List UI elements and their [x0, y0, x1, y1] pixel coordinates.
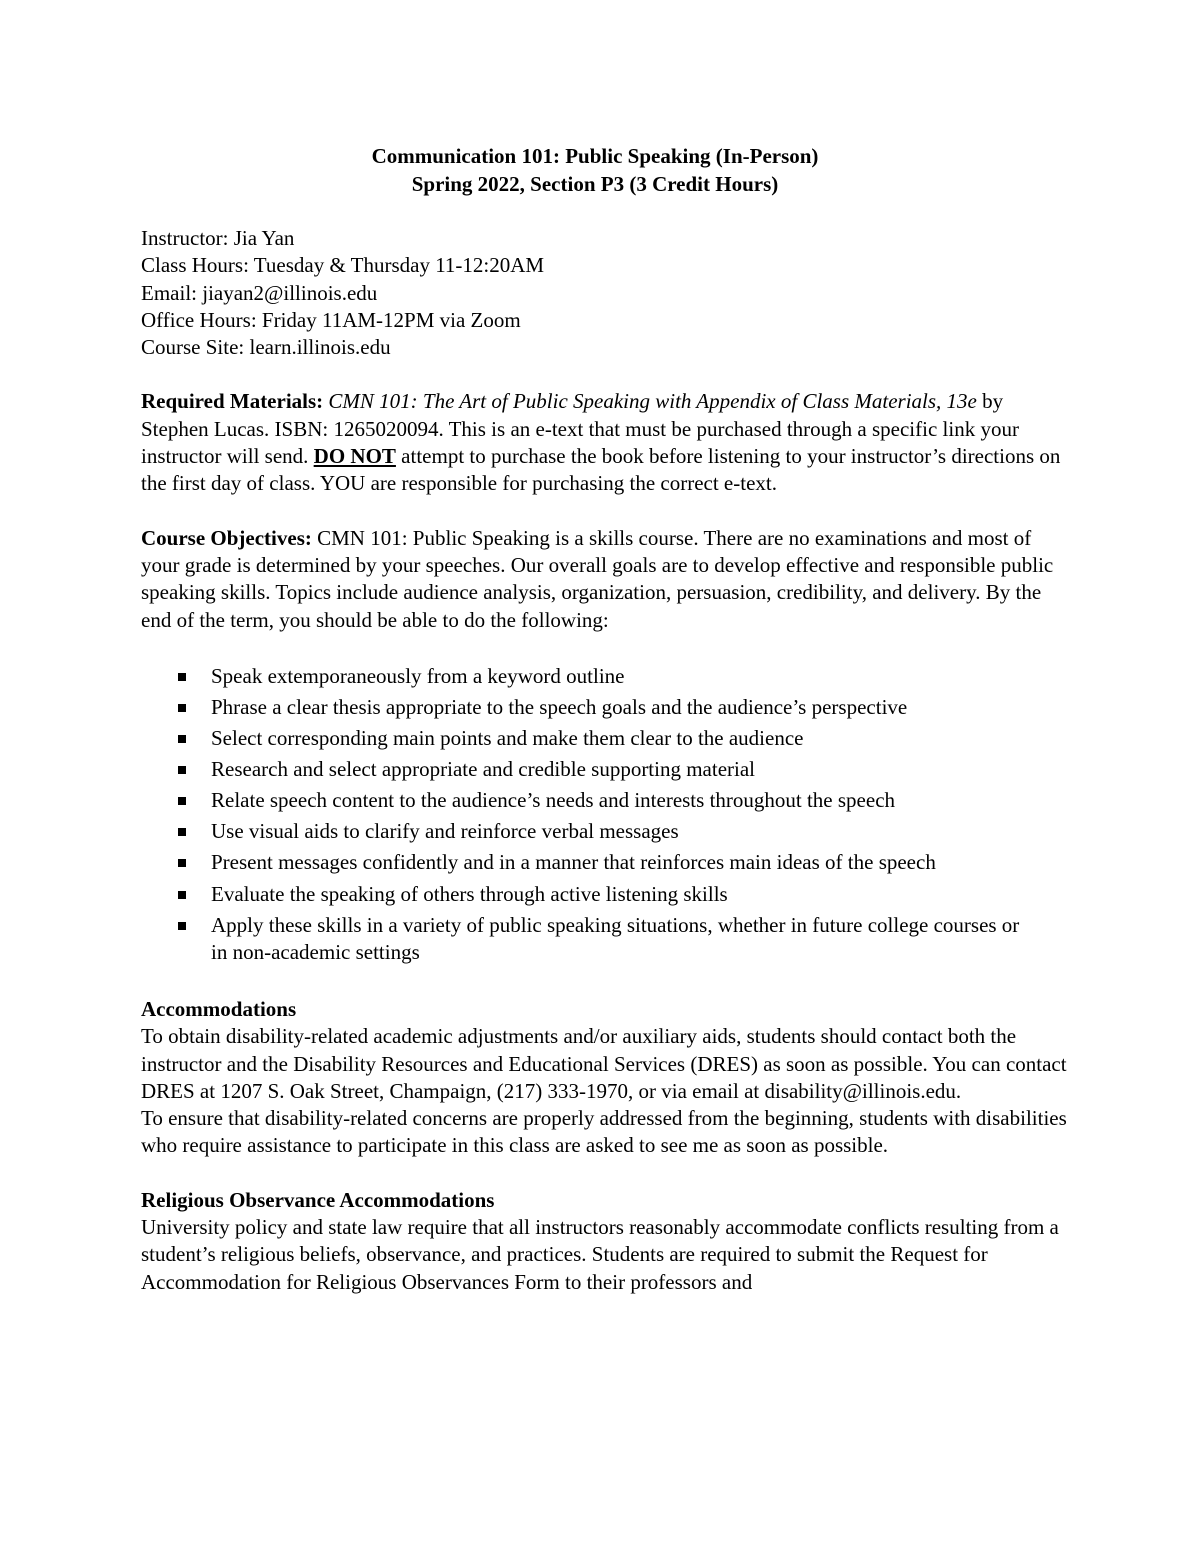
class-hours-line: Class Hours: Tuesday & Thursday 11-12:20AM: [141, 253, 545, 278]
instructor-line: Instructor: Jia Yan: [141, 226, 295, 250]
document-content: [141, 142, 1071, 1296]
list-item: [141, 818, 1071, 845]
course-term: Spring 2022, Section P3 (3 Credit Hours): [411, 172, 779, 196]
email-line: Email: jiayan2@illinois.edu: [141, 280, 378, 305]
list-item-text: Apply these skills in a variety of public speaking situations, whether in future college courses or in non-academic settings: [211, 912, 1020, 964]
required-materials-paragraph: [141, 388, 1071, 497]
spacer: [141, 634, 1071, 663]
list-item: [141, 725, 1071, 752]
list-item-text: Phrase a clear thesis appropriate to the speech goals and the audience’s perspective: [211, 694, 908, 719]
square-bullet-icon: [178, 673, 186, 681]
list-item-text: Select corresponding main points and make them clear to the audience: [211, 726, 804, 751]
spacer: [141, 498, 1071, 525]
religious-paragraph-1: University policy and state law require that all instructors reasonably accommodate conflicts resulting from a student’s religious beliefs, observance, and practices. Students are required to submit the Request for Accommodation for Religious Observances Form to their professors and: [141, 1215, 1059, 1294]
list-item-text: Relate speech content to the audience’s needs and interests throughout the speech: [211, 788, 896, 813]
book-title: CMN 101: The Art of Public Speaking with Appendix of Class Materials, 13e: [328, 389, 977, 414]
accommodations-paragraph-2: To ensure that disability-related concerns are properly addressed from the beginning, students with disabilities who require assistance to participate in this class are asked to see me as soon as possible.: [141, 1106, 1067, 1158]
square-bullet-icon: [178, 735, 186, 743]
course-objectives-paragraph: [141, 525, 1071, 634]
square-bullet-icon: [178, 797, 186, 805]
course-title: Communication 101: Public Speaking (In-Person): [371, 144, 819, 168]
course-site-line: Course Site: learn.illinois.edu: [141, 335, 391, 360]
spacer: [141, 198, 1071, 225]
accommodations-heading: Accommodations: [141, 997, 297, 1021]
square-bullet-icon: [178, 704, 186, 712]
course-info: [141, 225, 1071, 361]
list-item-text: Use visual aids to clarify and reinforce verbal messages: [211, 819, 679, 844]
materials-text-2: attempt to purchase the book before listening to your instructor’s directions on the first day of class. YOU are responsible for purchasing the correct e-text.: [141, 444, 1061, 496]
accommodations-paragraph-1: To obtain disability-related academic adjustments and/or auxiliary aids, students should contact both the instructor and the Disability Resources and Educational Services (DRES) as soon as possible. You can contact DRES at 1207 S. Oak Street, Champaign, (217) 333-1970, or via email at disability@illinois.edu.: [141, 1024, 1067, 1103]
square-bullet-icon: [178, 766, 186, 774]
spacer: [141, 970, 1071, 996]
list-item: [141, 663, 1071, 690]
list-item: [141, 912, 1071, 967]
course-objectives-label: Course Objectives:: [141, 525, 312, 550]
square-bullet-icon: [178, 891, 186, 899]
religious-heading: Religious Observance Accommodations: [141, 1187, 495, 1212]
square-bullet-icon: [178, 859, 186, 867]
list-item: [141, 849, 1071, 876]
objectives-list: [141, 663, 1071, 966]
list-item: [141, 881, 1071, 908]
list-item: [141, 756, 1071, 783]
list-item-text: Present messages confidently and in a manner that reinforces main ideas of the speech: [211, 850, 936, 875]
list-item: [141, 787, 1071, 814]
square-bullet-icon: [178, 922, 186, 930]
do-not-emphasis: DO NOT: [313, 444, 396, 469]
spacer: [141, 361, 1071, 388]
list-item-text: Evaluate the speaking of others through active listening skills: [211, 881, 728, 906]
list-item-text: Research and select appropriate and credible supporting material: [211, 757, 756, 782]
course-objectives-text: CMN 101: Public Speaking is a skills course. There are no examinations and most of your grade is determined by your speeches. Our overall goals are to develop effective and responsible public speaking skills. Topics include audience analysis, organization, persuasion, credibility, and delivery. By the end of the term, you should be able to do the following:: [141, 525, 1054, 632]
list-item-text: Speak extemporaneously from a keyword outline: [211, 663, 625, 688]
list-item: [141, 694, 1071, 721]
spacer: [141, 1160, 1071, 1187]
materials-text-1: by Stephen Lucas. ISBN: 1265020094. This is an e-text that must be purchased through a specific link your instructor will send.: [141, 389, 1019, 469]
office-hours-line: Office Hours: Friday 11AM-12PM via Zoom: [141, 307, 521, 332]
square-bullet-icon: [178, 828, 186, 836]
required-materials-label: Required Materials:: [141, 389, 324, 414]
document-title: [119, 142, 1071, 198]
